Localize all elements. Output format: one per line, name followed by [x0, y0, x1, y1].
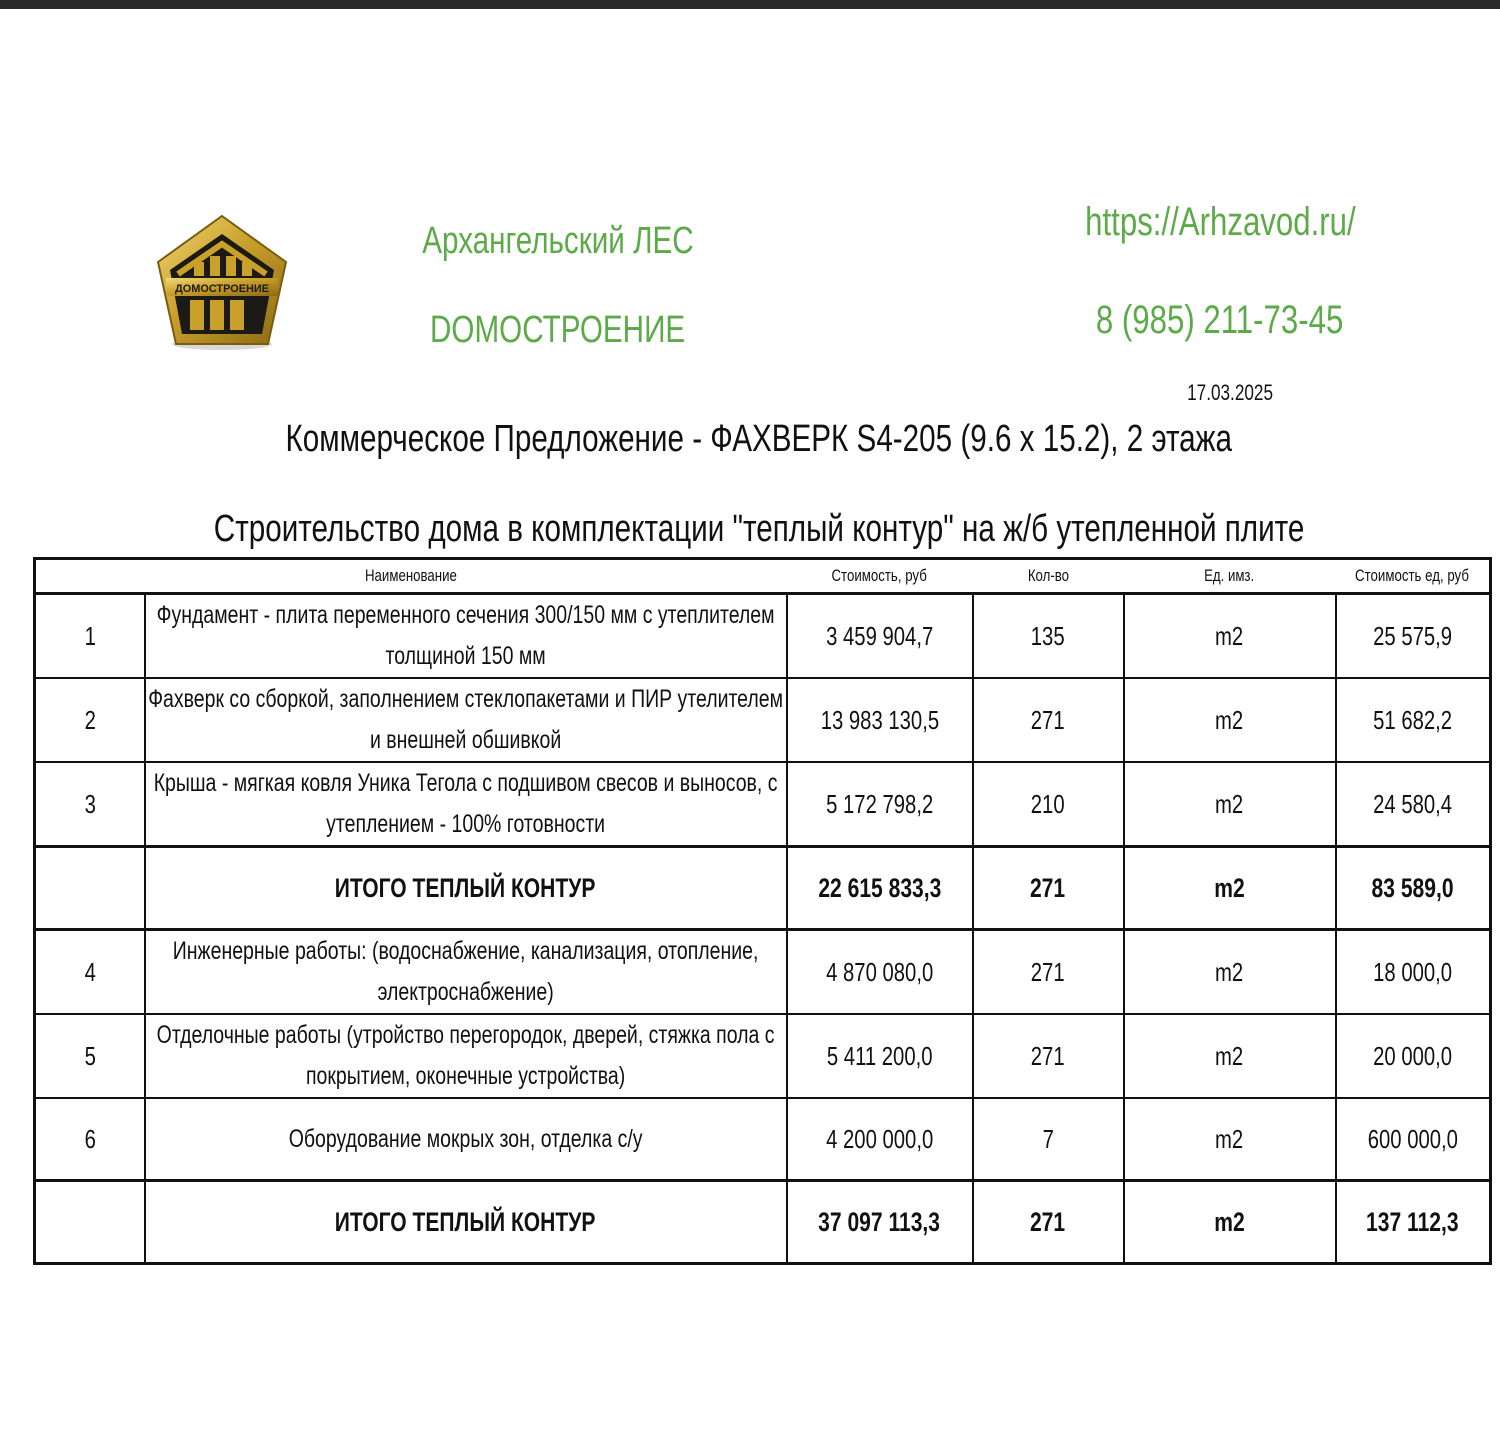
row-number — [35, 1181, 145, 1264]
row-number: 5 — [35, 1014, 145, 1098]
row-cost: 5 411 200,0 — [787, 1014, 973, 1098]
row-qty: 210 — [973, 762, 1124, 847]
page-subtitle: Строительство дома в комплектации "теплый контур" на ж/б утепленной плите — [213, 508, 1305, 550]
row-unit: m2 — [1124, 762, 1336, 847]
row-unit: m2 — [1124, 847, 1336, 930]
row-number: 4 — [35, 930, 145, 1015]
row-qty: 7 — [973, 1098, 1124, 1181]
row-number: 6 — [35, 1098, 145, 1181]
row-name: Оборудование мокрых зон, отделка с/у — [145, 1098, 787, 1181]
offer-table — [33, 557, 1492, 1265]
row-unit-cost: 600 000,0 — [1336, 1098, 1491, 1181]
page-title: Коммерческое Предложение - ФАХВЕРК S4-205 (9.6 х 15.2), 2 этажа — [285, 418, 1233, 460]
row-qty: 271 — [973, 678, 1124, 762]
table-row — [35, 678, 1491, 762]
row-unit-cost: 24 580,4 — [1336, 762, 1491, 847]
row-cost: 37 097 113,3 — [787, 1181, 973, 1264]
row-unit: m2 — [1124, 594, 1336, 679]
website-link[interactable]: https://Arhzavod.ru/ — [1084, 200, 1356, 244]
row-qty: 271 — [973, 847, 1124, 930]
row-cost: 4 870 080,0 — [787, 930, 973, 1015]
row-cost: 22 615 833,3 — [787, 847, 973, 930]
row-qty: 271 — [973, 1181, 1124, 1264]
row-unit-cost: 83 589,0 — [1336, 847, 1491, 930]
row-qty: 271 — [973, 1014, 1124, 1098]
row-unit-cost: 51 682,2 — [1336, 678, 1491, 762]
row-cost: 4 200 000,0 — [787, 1098, 973, 1181]
row-unit: m2 — [1124, 678, 1336, 762]
row-name: Инженерные работы: (водоснабжение, канализация, отопление, электроснабжение) — [145, 930, 787, 1015]
total-row — [35, 1181, 1491, 1264]
logo-text: ДОМОСТРОЕНИЕ — [175, 283, 269, 295]
row-unit: m2 — [1124, 930, 1336, 1015]
phone-number[interactable]: 8 (985) 211-73-45 — [1096, 298, 1344, 342]
header-cost: Стоимость, руб — [787, 559, 973, 594]
row-unit: m2 — [1124, 1181, 1336, 1264]
header-unit-cost: Стоимость ед, руб — [1336, 559, 1491, 594]
row-unit-cost: 18 000,0 — [1336, 930, 1491, 1015]
row-number: 2 — [35, 678, 145, 762]
table-header-row — [35, 559, 1491, 594]
row-unit-cost: 20 000,0 — [1336, 1014, 1491, 1098]
row-qty: 135 — [973, 594, 1124, 679]
row-qty: 271 — [973, 930, 1124, 1015]
subtotal-row — [35, 847, 1491, 930]
row-number — [35, 847, 145, 930]
row-unit: m2 — [1124, 1014, 1336, 1098]
row-unit-cost: 25 575,9 — [1336, 594, 1491, 679]
header-name: Наименование — [35, 559, 787, 594]
table-row — [35, 930, 1491, 1015]
row-name: Фундамент - плита переменного сечения 300/150 мм с утеплителем толщиной 150 мм — [145, 594, 787, 679]
table-row — [35, 1014, 1491, 1098]
row-name: Крыша - мягкая ковля Уника Тегола с подшивом свесов и выносов, с утеплением - 100% готовности — [145, 762, 787, 847]
row-name: ИТОГО ТЕПЛЫЙ КОНТУР — [145, 847, 787, 930]
document-date: 17.03.2025 — [1187, 380, 1273, 405]
row-name: Фахверк со сборкой, заполнением стеклопакетами и ПИР утелителем и внешней обшивкой — [145, 678, 787, 762]
row-name: ИТОГО ТЕПЛЫЙ КОНТУР — [145, 1181, 787, 1264]
row-cost: 3 459 904,7 — [787, 594, 973, 679]
row-cost: 5 172 798,2 — [787, 762, 973, 847]
company-logo — [150, 212, 294, 354]
row-number: 3 — [35, 762, 145, 847]
row-unit: m2 — [1124, 1098, 1336, 1181]
header-qty: Кол-во — [973, 559, 1124, 594]
row-cost: 13 983 130,5 — [787, 678, 973, 762]
table-row — [35, 594, 1491, 679]
brand-name-line1: Архангельский ЛЕС — [421, 220, 694, 262]
row-unit-cost: 137 112,3 — [1336, 1181, 1491, 1264]
row-number: 1 — [35, 594, 145, 679]
header-unit: Ед. имз. — [1124, 559, 1336, 594]
top-border — [0, 0, 1500, 9]
row-name: Отделочные работы (утройство перегородок, дверей, стяжка пола с покрытием, оконечные устройства) — [145, 1014, 787, 1098]
table-row — [35, 762, 1491, 847]
brand-name-line2: DОМОСТРОЕНИЕ — [429, 309, 686, 351]
table-row — [35, 1098, 1491, 1181]
